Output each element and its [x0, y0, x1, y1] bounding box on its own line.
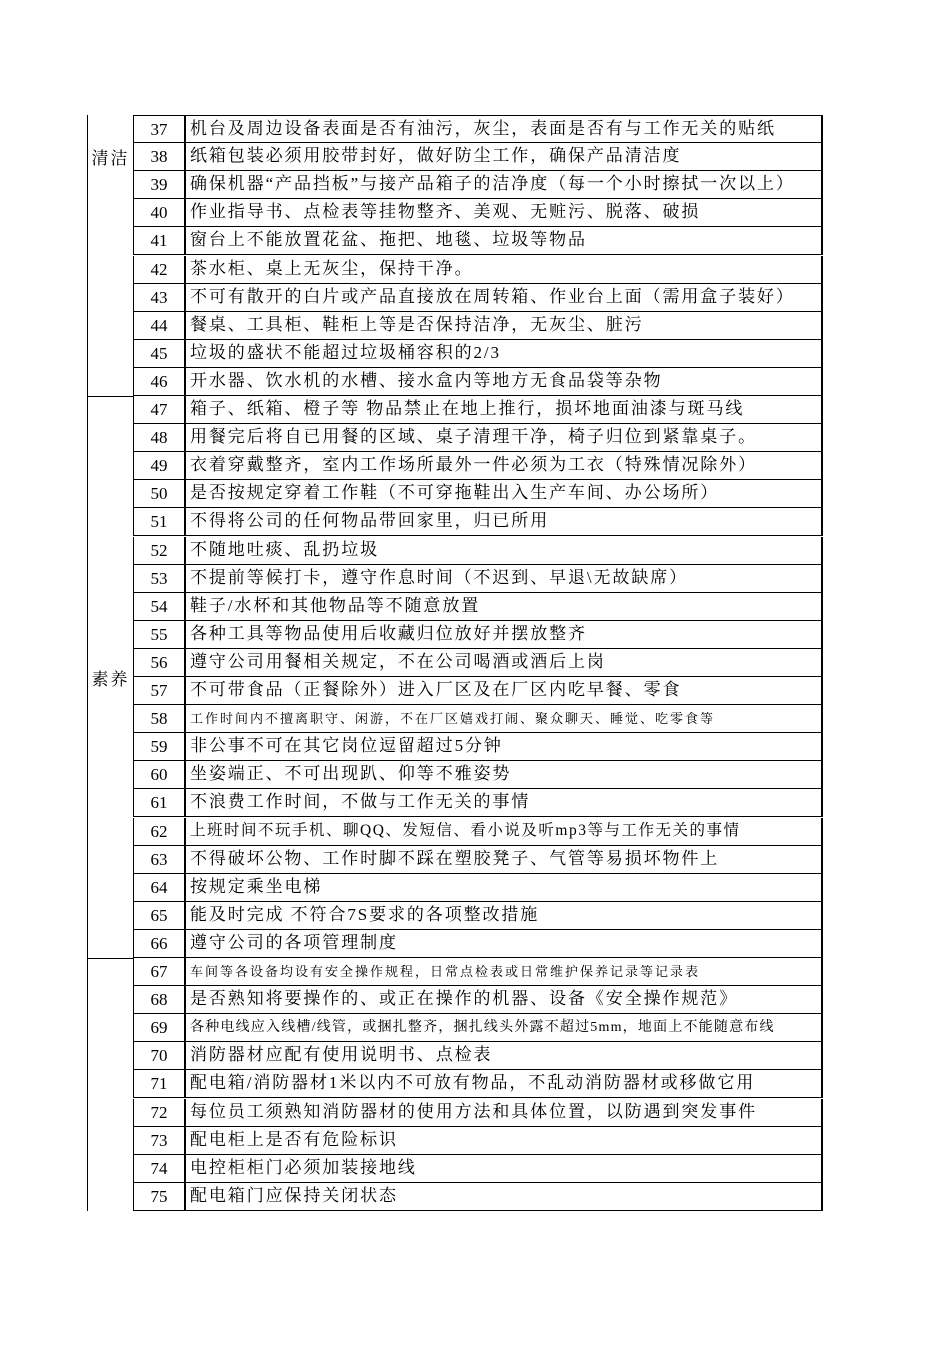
table-row	[133, 818, 823, 846]
table-row	[133, 1183, 823, 1211]
table-row	[133, 1127, 823, 1155]
row-number: 51	[133, 508, 184, 536]
table-row	[133, 874, 823, 902]
row-number: 71	[133, 1070, 184, 1098]
table-row	[133, 565, 823, 593]
table-row	[133, 340, 823, 368]
row-text: 确保机器“产品挡板”与接产品箱子的洁净度（每一个小时擦拭一次以上）	[184, 171, 823, 199]
row-number: 70	[133, 1042, 184, 1070]
table-row	[133, 930, 823, 958]
table-row	[133, 649, 823, 677]
row-number: 65	[133, 902, 184, 930]
row-number: 73	[133, 1127, 184, 1155]
table-row	[133, 115, 823, 143]
table-row	[133, 312, 823, 340]
row-number: 50	[133, 480, 184, 508]
table-row	[133, 846, 823, 874]
row-text: 遵守公司的各项管理制度	[184, 930, 823, 958]
row-number: 58	[133, 705, 184, 733]
category-cell	[87, 115, 133, 396]
row-number: 53	[133, 565, 184, 593]
table-row	[133, 368, 823, 396]
category-cell	[87, 958, 133, 1211]
row-text: 能及时完成 不符合7S要求的各项整改措施	[184, 902, 823, 930]
row-number: 42	[133, 256, 184, 284]
table-row	[133, 284, 823, 312]
row-text: 车间等各设备均设有安全操作规程，日常点检表或日常维护保养记录等记录表	[184, 958, 823, 986]
row-text: 窗台上不能放置花盆、拖把、地毯、垃圾等物品	[184, 227, 823, 255]
row-text: 茶水柜、桌上无灰尘，保持干净。	[184, 256, 823, 284]
table-row	[133, 593, 823, 621]
row-text: 各种工具等物品使用后收藏归位放好并摆放整齐	[184, 621, 823, 649]
category-label: 素养	[91, 670, 130, 689]
row-number: 41	[133, 227, 184, 255]
table-row	[133, 199, 823, 227]
row-number: 75	[133, 1183, 184, 1211]
row-number: 48	[133, 424, 184, 452]
table-row	[133, 1014, 823, 1042]
row-text: 遵守公司用餐相关规定，不在公司喝酒或酒后上岗	[184, 649, 823, 677]
row-number: 44	[133, 312, 184, 340]
table-row	[133, 452, 823, 480]
table-row	[133, 1042, 823, 1070]
row-text: 上班时间不玩手机、聊QQ、发短信、看小说及听mp3等与工作无关的事情	[184, 818, 823, 846]
row-number: 45	[133, 340, 184, 368]
row-text: 不浪费工作时间，不做与工作无关的事情	[184, 789, 823, 817]
row-number: 39	[133, 171, 184, 199]
row-text: 餐桌、工具柜、鞋柜上等是否保持洁净，无灰尘、脏污	[184, 312, 823, 340]
row-number: 37	[133, 115, 184, 143]
row-number: 67	[133, 958, 184, 986]
row-text: 用餐完后将自已用餐的区域、桌子清理干净，椅子归位到紧靠桌子。	[184, 424, 823, 452]
row-number: 68	[133, 986, 184, 1014]
table-row	[133, 733, 823, 761]
table-row	[133, 171, 823, 199]
row-number: 56	[133, 649, 184, 677]
table-row	[133, 902, 823, 930]
row-text: 作业指导书、点检表等挂物整齐、美观、无赃污、脱落、破损	[184, 199, 823, 227]
table-row	[133, 705, 823, 733]
table-row	[133, 480, 823, 508]
row-number: 64	[133, 874, 184, 902]
row-text: 坐姿端正、不可出现趴、仰等不雅姿势	[184, 761, 823, 789]
row-number: 47	[133, 396, 184, 424]
row-text: 不得将公司的任何物品带回家里，归已所用	[184, 508, 823, 536]
row-number: 72	[133, 1099, 184, 1127]
row-number: 43	[133, 284, 184, 312]
row-number: 59	[133, 733, 184, 761]
row-number: 38	[133, 143, 184, 171]
row-number: 62	[133, 818, 184, 846]
row-number: 69	[133, 1014, 184, 1042]
row-number: 40	[133, 199, 184, 227]
row-text: 是否按规定穿着工作鞋（不可穿拖鞋出入生产车间、办公场所）	[184, 480, 823, 508]
table-row	[133, 424, 823, 452]
row-text: 衣着穿戴整齐，室内工作场所最外一件必须为工衣（特殊情况除外）	[184, 452, 823, 480]
row-number: 57	[133, 677, 184, 705]
row-text: 机台及周边设备表面是否有油污，灰尘，表面是否有与工作无关的贴纸	[184, 115, 823, 143]
table-row	[133, 986, 823, 1014]
row-text: 不可带食品（正餐除外）进入厂区及在厂区内吃早餐、零食	[184, 677, 823, 705]
row-number: 74	[133, 1155, 184, 1183]
table-row	[133, 621, 823, 649]
row-text: 箱子、纸箱、橙子等 物品禁止在地上推行，损坏地面油漆与斑马线	[184, 396, 823, 424]
row-text: 不可有散开的白片或产品直接放在周转箱、作业台上面（需用盒子装好）	[184, 284, 823, 312]
table-row	[133, 677, 823, 705]
table-row	[133, 1155, 823, 1183]
row-number: 46	[133, 368, 184, 396]
row-text: 消防器材应配有使用说明书、点检表	[184, 1042, 823, 1070]
table-row	[133, 143, 823, 171]
row-text: 配电箱门应保持关闭状态	[184, 1183, 823, 1211]
row-number: 63	[133, 846, 184, 874]
row-text: 工作时间内不擅离职守、闲游，不在厂区嬉戏打闹、聚众聊天、睡觉、吃零食等	[184, 705, 823, 733]
category-cell	[87, 396, 133, 958]
row-text: 每位员工须熟知消防器材的使用方法和具体位置，以防遇到突发事件	[184, 1099, 823, 1127]
table-row	[133, 1070, 823, 1098]
table-row	[133, 508, 823, 536]
row-text: 不得破坏公物、工作时脚不踩在塑胶凳子、气管等易损坏物件上	[184, 846, 823, 874]
table-row	[133, 227, 823, 255]
row-number: 61	[133, 789, 184, 817]
row-text: 按规定乘坐电梯	[184, 874, 823, 902]
table-row	[133, 789, 823, 817]
table-row	[133, 256, 823, 284]
row-number: 54	[133, 593, 184, 621]
row-number: 66	[133, 930, 184, 958]
row-text: 鞋子/水杯和其他物品等不随意放置	[184, 593, 823, 621]
row-text: 配电柜上是否有危险标识	[184, 1127, 823, 1155]
table-row	[133, 958, 823, 986]
row-number: 60	[133, 761, 184, 789]
row-number: 55	[133, 621, 184, 649]
table-row	[133, 1099, 823, 1127]
category-label: 清洁	[91, 149, 130, 168]
row-text: 不提前等候打卡，遵守作息时间（不迟到、早退\无故缺席）	[184, 565, 823, 593]
row-text: 各种电线应入线槽/线管，或捆扎整齐，捆扎线头外露不超过5mm，地面上不能随意布线	[184, 1014, 823, 1042]
row-number: 52	[133, 537, 184, 565]
row-text: 电控柜柜门必须加装接地线	[184, 1155, 823, 1183]
table-row	[133, 537, 823, 565]
row-text: 非公事不可在其它岗位逗留超过5分钟	[184, 733, 823, 761]
row-text: 纸箱包装必须用胶带封好，做好防尘工作，确保产品清洁度	[184, 143, 823, 171]
row-text: 是否熟知将要操作的、或正在操作的机器、设备《安全操作规范》	[184, 986, 823, 1014]
row-text: 配电箱/消防器材1米以内不可放有物品，不乱动消防器材或移做它用	[184, 1070, 823, 1098]
row-text: 开水器、饮水机的水槽、接水盒内等地方无食品袋等杂物	[184, 368, 823, 396]
table-row	[133, 396, 823, 424]
row-text: 不随地吐痰、乱扔垃圾	[184, 537, 823, 565]
table-row	[133, 761, 823, 789]
checklist-table	[87, 115, 823, 1211]
row-number: 49	[133, 452, 184, 480]
row-text: 垃圾的盛状不能超过垃圾桶容积的2/3	[184, 340, 823, 368]
